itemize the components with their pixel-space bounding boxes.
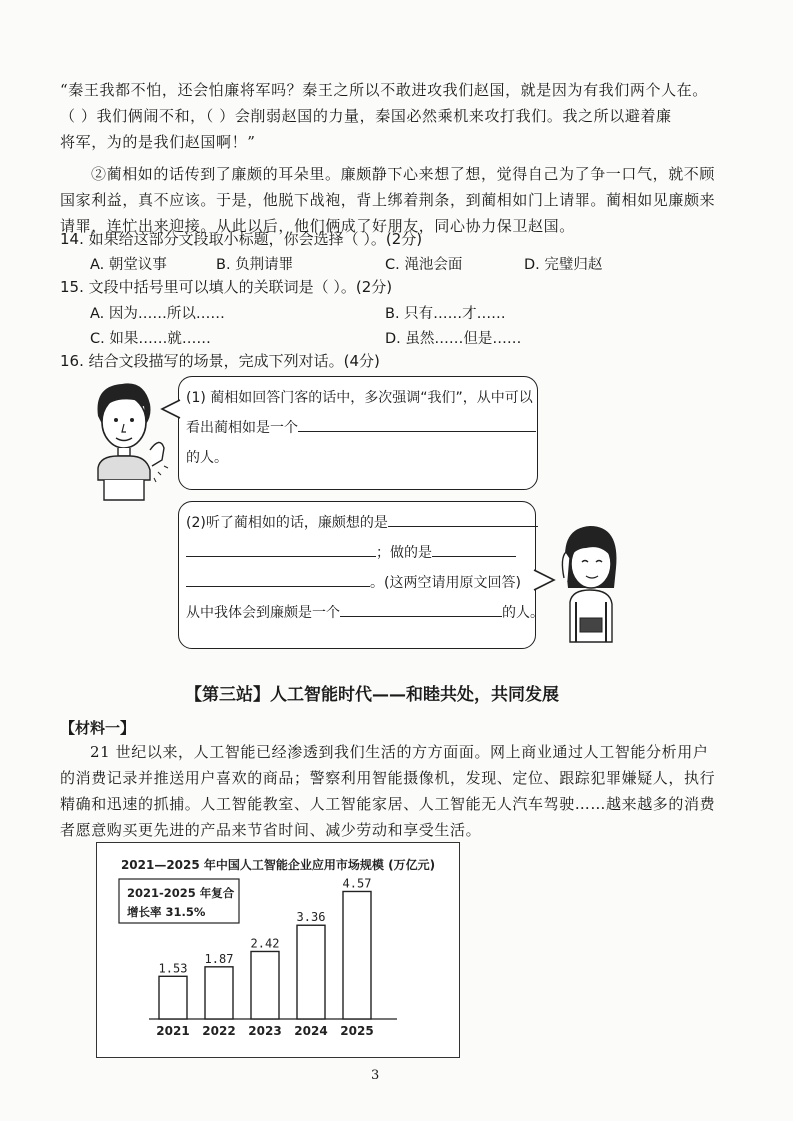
value-label-2023: 2.42 [250,936,280,951]
answer-blank-6[interactable] [340,602,502,617]
material-1-label: 【材料一】 [60,719,136,737]
bubble-1-line-2: 看出蔺相如是一个 [186,420,298,436]
question-14-stem: 14. 如果给这部分文段取小标题，你会选择（ ）。(2分) [60,230,423,248]
speech-bubble-1 [178,376,538,490]
category-label-2021: 2021 [156,1024,190,1038]
bar-2023 [251,951,279,1019]
q15-option-a[interactable]: A. 因为……所以…… [90,306,225,322]
paragraph-2-line-1: ②蔺相如的话传到了廉颇的耳朵里。廉颇静下心来想了想，觉得自己为了争一口气，就不顾 [91,165,716,183]
answer-blank-4[interactable] [432,542,516,557]
bubble-1-line-2-wrap [186,417,536,437]
value-label-2024: 3.36 [296,910,326,925]
bubble-2-line-4b: 的人。 [502,605,544,621]
bubble-2-line-2-wrap [186,542,516,562]
answer-blank-2[interactable] [388,512,538,527]
bubble-2-line-3-wrap [186,572,521,592]
material-1-line-4: 者愿意购买更先进的产品来节省时间、减少劳动和享受生活。 [60,821,482,839]
bar-2024 [297,925,325,1019]
station-3-title: 【第三站】人工智能时代——和睦共处，共同发展 [185,685,559,705]
category-label-2022: 2022 [202,1024,236,1038]
chart-title: 2021—2025 年中国人工智能企业应用市场规模 (万亿元) [120,858,436,872]
material-1-line-1: 21 世纪以来，人工智能已经渗透到我们生活的方方面面。网上商业通过人工智能分析用户 [90,743,709,761]
q15-option-c[interactable]: C. 如果……就…… [90,331,211,347]
q15-option-d[interactable]: D. 虽然……但是…… [385,331,522,347]
paragraph-2-line-3: 请罪，连忙出来迎接。从此以后，他们俩成了好朋友，同心协力保卫赵国。 [60,217,575,235]
answer-blank-3[interactable] [186,542,376,557]
bar-2025 [343,891,371,1019]
material-1-line-3: 精确和迅速的抓捕。人工智能教室、人工智能家居、人工智能无人汽车驾驶……越来越多的消费 [60,795,716,813]
bar-chart-svg [97,843,459,1057]
q15-option-b[interactable]: B. 只有……才…… [385,306,506,322]
speech-bubble-2 [178,501,544,649]
bar-2022 [205,967,233,1019]
q14-option-b[interactable]: B. 负荆请罪 [216,257,294,273]
girl-illustration-icon [556,518,626,644]
bubble-2-line-1-wrap [186,512,538,532]
market-size-chart [96,842,460,1058]
category-label-2024: 2024 [294,1024,328,1038]
question-15-stem: 15. 文段中括号里可以填人的关联词是（ ）。(2分) [60,278,393,296]
boy-illustration-icon [84,376,174,502]
value-label-2025: 4.57 [342,876,372,891]
value-label-2022: 1.87 [204,951,234,966]
bubble-1-line-3: 的人。 [186,450,228,466]
annotation-line-1: 2021-2025 年复合 [127,886,235,900]
bubble-1-tail-icon [160,398,182,420]
bubble-2-line-3: 。(这两空请用原文回答) [370,575,521,591]
bubble-2-line-4-wrap [186,602,544,622]
annotation-line-2: 增长率 31.5% [127,905,206,919]
material-1-line-2: 的消费记录并推送用户喜欢的商品；警察利用智能摄像机，发现、定位、跟踪犯罪嫌疑人，执行 [60,769,716,787]
q14-option-d[interactable]: D. 完璧归赵 [524,257,603,273]
category-label-2023: 2023 [248,1024,282,1038]
page-number: 3 [371,1068,380,1083]
bubble-2-line-4a: 从中我体会到廉颇是一个 [186,605,340,621]
bar-2021 [159,976,187,1019]
passage-line-1: “秦王我都不怕，还会怕廉将军吗？秦王之所以不敢进攻我们赵国，就是因为有我们两个人在。 [60,81,708,99]
q14-option-c[interactable]: C. 渑池会面 [385,257,463,273]
bubble-2-tail-icon [532,568,556,592]
question-16-stem: 16. 结合文段描写的场景，完成下列对话。(4分) [60,352,380,370]
bubble-1-line-1: (1) 蔺相如回答门客的话中，多次强调“我们”，从中可以 [186,390,533,406]
category-label-2025: 2025 [340,1024,374,1038]
paragraph-2-line-2: 国家利益，真不应该。于是，他脱下战袍，背上绑着荆条，到蔺相如门上请罪。蔺相如见廉颇来 [60,191,716,209]
bubble-2-line-1: (2)听了蔺相如的话，廉颇想的是 [186,515,388,531]
passage-line-2: （ ）我们俩闹不和，（ ）会削弱赵国的力量，秦国必然乘机来攻打我们。我之所以避着廉 [60,107,672,125]
bubble-2-line-2: ；做的是 [376,545,432,561]
value-label-2021: 1.53 [158,961,188,976]
passage-line-3: 将军，为的是我们赵国啊！” [60,133,256,151]
answer-blank-1[interactable] [298,417,536,432]
q14-option-a[interactable]: A. 朝堂议事 [90,257,167,273]
answer-blank-5[interactable] [186,572,370,587]
